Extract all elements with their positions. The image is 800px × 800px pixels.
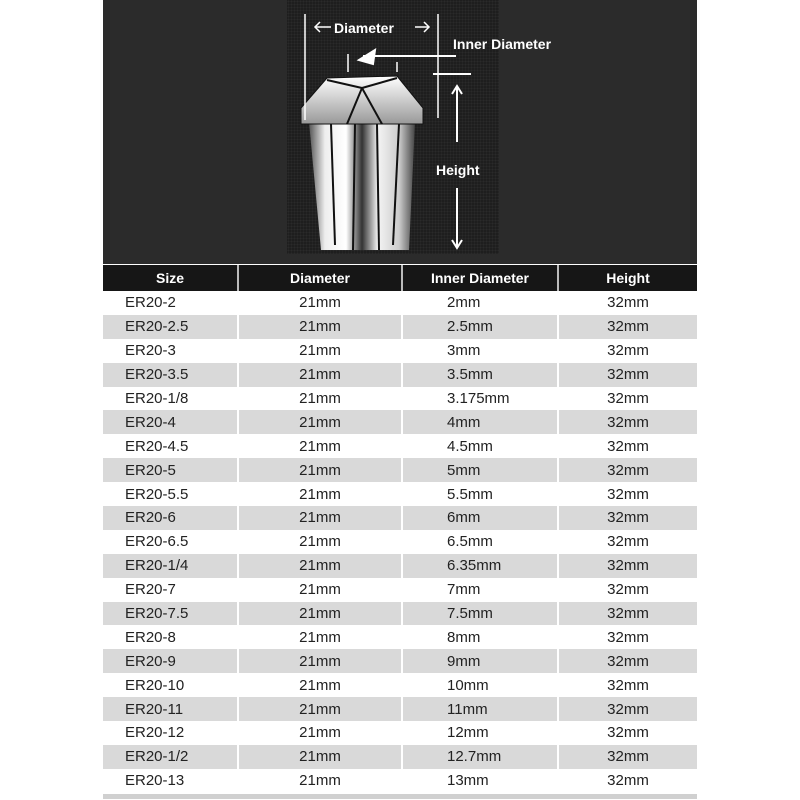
table-header bbox=[103, 265, 697, 291]
cell-inner-diameter: 3.175mm bbox=[401, 387, 557, 411]
cell-inner-diameter: 6mm bbox=[401, 506, 557, 530]
cell-diameter: 21mm bbox=[237, 339, 401, 363]
table-row bbox=[103, 625, 697, 649]
cell-inner-diameter: 12.7mm bbox=[401, 745, 557, 769]
cell-inner-diameter: 4.5mm bbox=[401, 434, 557, 458]
cell-inner-diameter: 4mm bbox=[401, 410, 557, 434]
table-row bbox=[103, 554, 697, 578]
cell-height: 32mm bbox=[557, 458, 697, 482]
header-height: Height bbox=[557, 265, 697, 291]
cell-diameter: 21mm bbox=[237, 434, 401, 458]
table-row bbox=[103, 769, 697, 793]
table-row bbox=[103, 697, 697, 721]
cell-height: 32mm bbox=[557, 339, 697, 363]
table-row bbox=[103, 649, 697, 673]
cell-size: ER20-7 bbox=[125, 581, 176, 599]
cell-size: ER20-9 bbox=[125, 652, 176, 670]
cell-size: ER20-4.5 bbox=[125, 437, 189, 455]
table-bottom-bar bbox=[103, 794, 697, 799]
cell-size: ER20-1/2 bbox=[125, 748, 189, 766]
cell-diameter: 21mm bbox=[237, 602, 401, 626]
cell-height: 32mm bbox=[557, 602, 697, 626]
table-row bbox=[103, 458, 697, 482]
cell-inner-diameter: 7mm bbox=[401, 578, 557, 602]
table-row bbox=[103, 434, 697, 458]
cell-height: 32mm bbox=[557, 410, 697, 434]
header-size: Size bbox=[155, 270, 184, 286]
cell-diameter: 21mm bbox=[237, 769, 401, 793]
cell-size: ER20-7.5 bbox=[125, 605, 189, 623]
cell-inner-diameter: 11mm bbox=[401, 697, 557, 721]
cell-size: ER20-2.5 bbox=[125, 318, 189, 336]
cell-size: ER20-2 bbox=[125, 294, 176, 312]
cell-inner-diameter: 5mm bbox=[401, 458, 557, 482]
cell-height: 32mm bbox=[557, 625, 697, 649]
cell-height: 32mm bbox=[557, 387, 697, 411]
cell-inner-diameter: 8mm bbox=[401, 625, 557, 649]
table-row bbox=[103, 387, 697, 411]
table-row bbox=[103, 578, 697, 602]
cell-inner-diameter: 3.5mm bbox=[401, 363, 557, 387]
table-row bbox=[103, 482, 697, 506]
cell-diameter: 21mm bbox=[237, 482, 401, 506]
cell-height: 32mm bbox=[557, 745, 697, 769]
cell-size: ER20-3.5 bbox=[125, 366, 189, 384]
cell-inner-diameter: 5.5mm bbox=[401, 482, 557, 506]
cell-height: 32mm bbox=[557, 697, 697, 721]
cell-inner-diameter: 7.5mm bbox=[401, 602, 557, 626]
header-inner-diameter: Inner Diameter bbox=[401, 265, 557, 291]
cell-size: ER20-13 bbox=[125, 772, 185, 790]
cell-inner-diameter: 9mm bbox=[401, 649, 557, 673]
cell-height: 32mm bbox=[557, 578, 697, 602]
cell-height: 32mm bbox=[557, 291, 697, 315]
cell-diameter: 21mm bbox=[237, 625, 401, 649]
cell-size: ER20-8 bbox=[125, 628, 176, 646]
header-diameter: Diameter bbox=[237, 265, 401, 291]
cell-size: ER20-6.5 bbox=[125, 533, 189, 551]
cell-size: ER20-5 bbox=[125, 461, 176, 479]
table-row bbox=[103, 745, 697, 769]
specifications-table bbox=[103, 265, 697, 793]
cell-height: 32mm bbox=[557, 649, 697, 673]
cell-size: ER20-12 bbox=[125, 724, 185, 742]
cell-size: ER20-10 bbox=[125, 676, 185, 694]
table-row bbox=[103, 363, 697, 387]
cell-inner-diameter: 6.35mm bbox=[401, 554, 557, 578]
cell-diameter: 21mm bbox=[237, 649, 401, 673]
cell-diameter: 21mm bbox=[237, 578, 401, 602]
cell-height: 32mm bbox=[557, 363, 697, 387]
cell-diameter: 21mm bbox=[237, 721, 401, 745]
cell-inner-diameter: 2.5mm bbox=[401, 315, 557, 339]
table-row bbox=[103, 673, 697, 697]
cell-diameter: 21mm bbox=[237, 697, 401, 721]
cell-size: ER20-3 bbox=[125, 342, 176, 360]
cell-size: ER20-11 bbox=[125, 700, 184, 718]
cell-inner-diameter: 2mm bbox=[401, 291, 557, 315]
cell-size: ER20-1/4 bbox=[125, 557, 189, 575]
dimension-arrows bbox=[103, 0, 697, 264]
cell-height: 32mm bbox=[557, 315, 697, 339]
cell-height: 32mm bbox=[557, 530, 697, 554]
cell-height: 32mm bbox=[557, 673, 697, 697]
cell-height: 32mm bbox=[557, 721, 697, 745]
diameter-label: Diameter bbox=[334, 20, 394, 36]
cell-diameter: 21mm bbox=[237, 554, 401, 578]
table-row bbox=[103, 530, 697, 554]
cell-diameter: 21mm bbox=[237, 530, 401, 554]
cell-height: 32mm bbox=[557, 554, 697, 578]
cell-inner-diameter: 12mm bbox=[401, 721, 557, 745]
cell-height: 32mm bbox=[557, 769, 697, 793]
cell-inner-diameter: 3mm bbox=[401, 339, 557, 363]
cell-height: 32mm bbox=[557, 434, 697, 458]
table-row bbox=[103, 291, 697, 315]
table-row bbox=[103, 315, 697, 339]
cell-height: 32mm bbox=[557, 482, 697, 506]
table-row bbox=[103, 339, 697, 363]
cell-diameter: 21mm bbox=[237, 458, 401, 482]
cell-diameter: 21mm bbox=[237, 387, 401, 411]
cell-diameter: 21mm bbox=[237, 291, 401, 315]
table-row bbox=[103, 506, 697, 530]
cell-size: ER20-5.5 bbox=[125, 485, 189, 503]
cell-diameter: 21mm bbox=[237, 506, 401, 530]
product-diagram-panel bbox=[103, 0, 697, 264]
cell-size: ER20-6 bbox=[125, 509, 176, 527]
cell-inner-diameter: 13mm bbox=[401, 769, 557, 793]
inner-diameter-label: Inner Diameter bbox=[453, 36, 552, 52]
height-label: Height bbox=[436, 162, 480, 178]
cell-diameter: 21mm bbox=[237, 315, 401, 339]
cell-inner-diameter: 10mm bbox=[401, 673, 557, 697]
cell-inner-diameter: 6.5mm bbox=[401, 530, 557, 554]
cell-height: 32mm bbox=[557, 506, 697, 530]
table-row bbox=[103, 410, 697, 434]
cell-size: ER20-1/8 bbox=[125, 390, 189, 407]
cell-diameter: 21mm bbox=[237, 745, 401, 769]
cell-diameter: 21mm bbox=[237, 363, 401, 387]
cell-diameter: 21mm bbox=[237, 673, 401, 697]
table-row bbox=[103, 602, 697, 626]
cell-diameter: 21mm bbox=[237, 410, 401, 434]
cell-size: ER20-4 bbox=[125, 413, 176, 431]
table-row bbox=[103, 721, 697, 745]
